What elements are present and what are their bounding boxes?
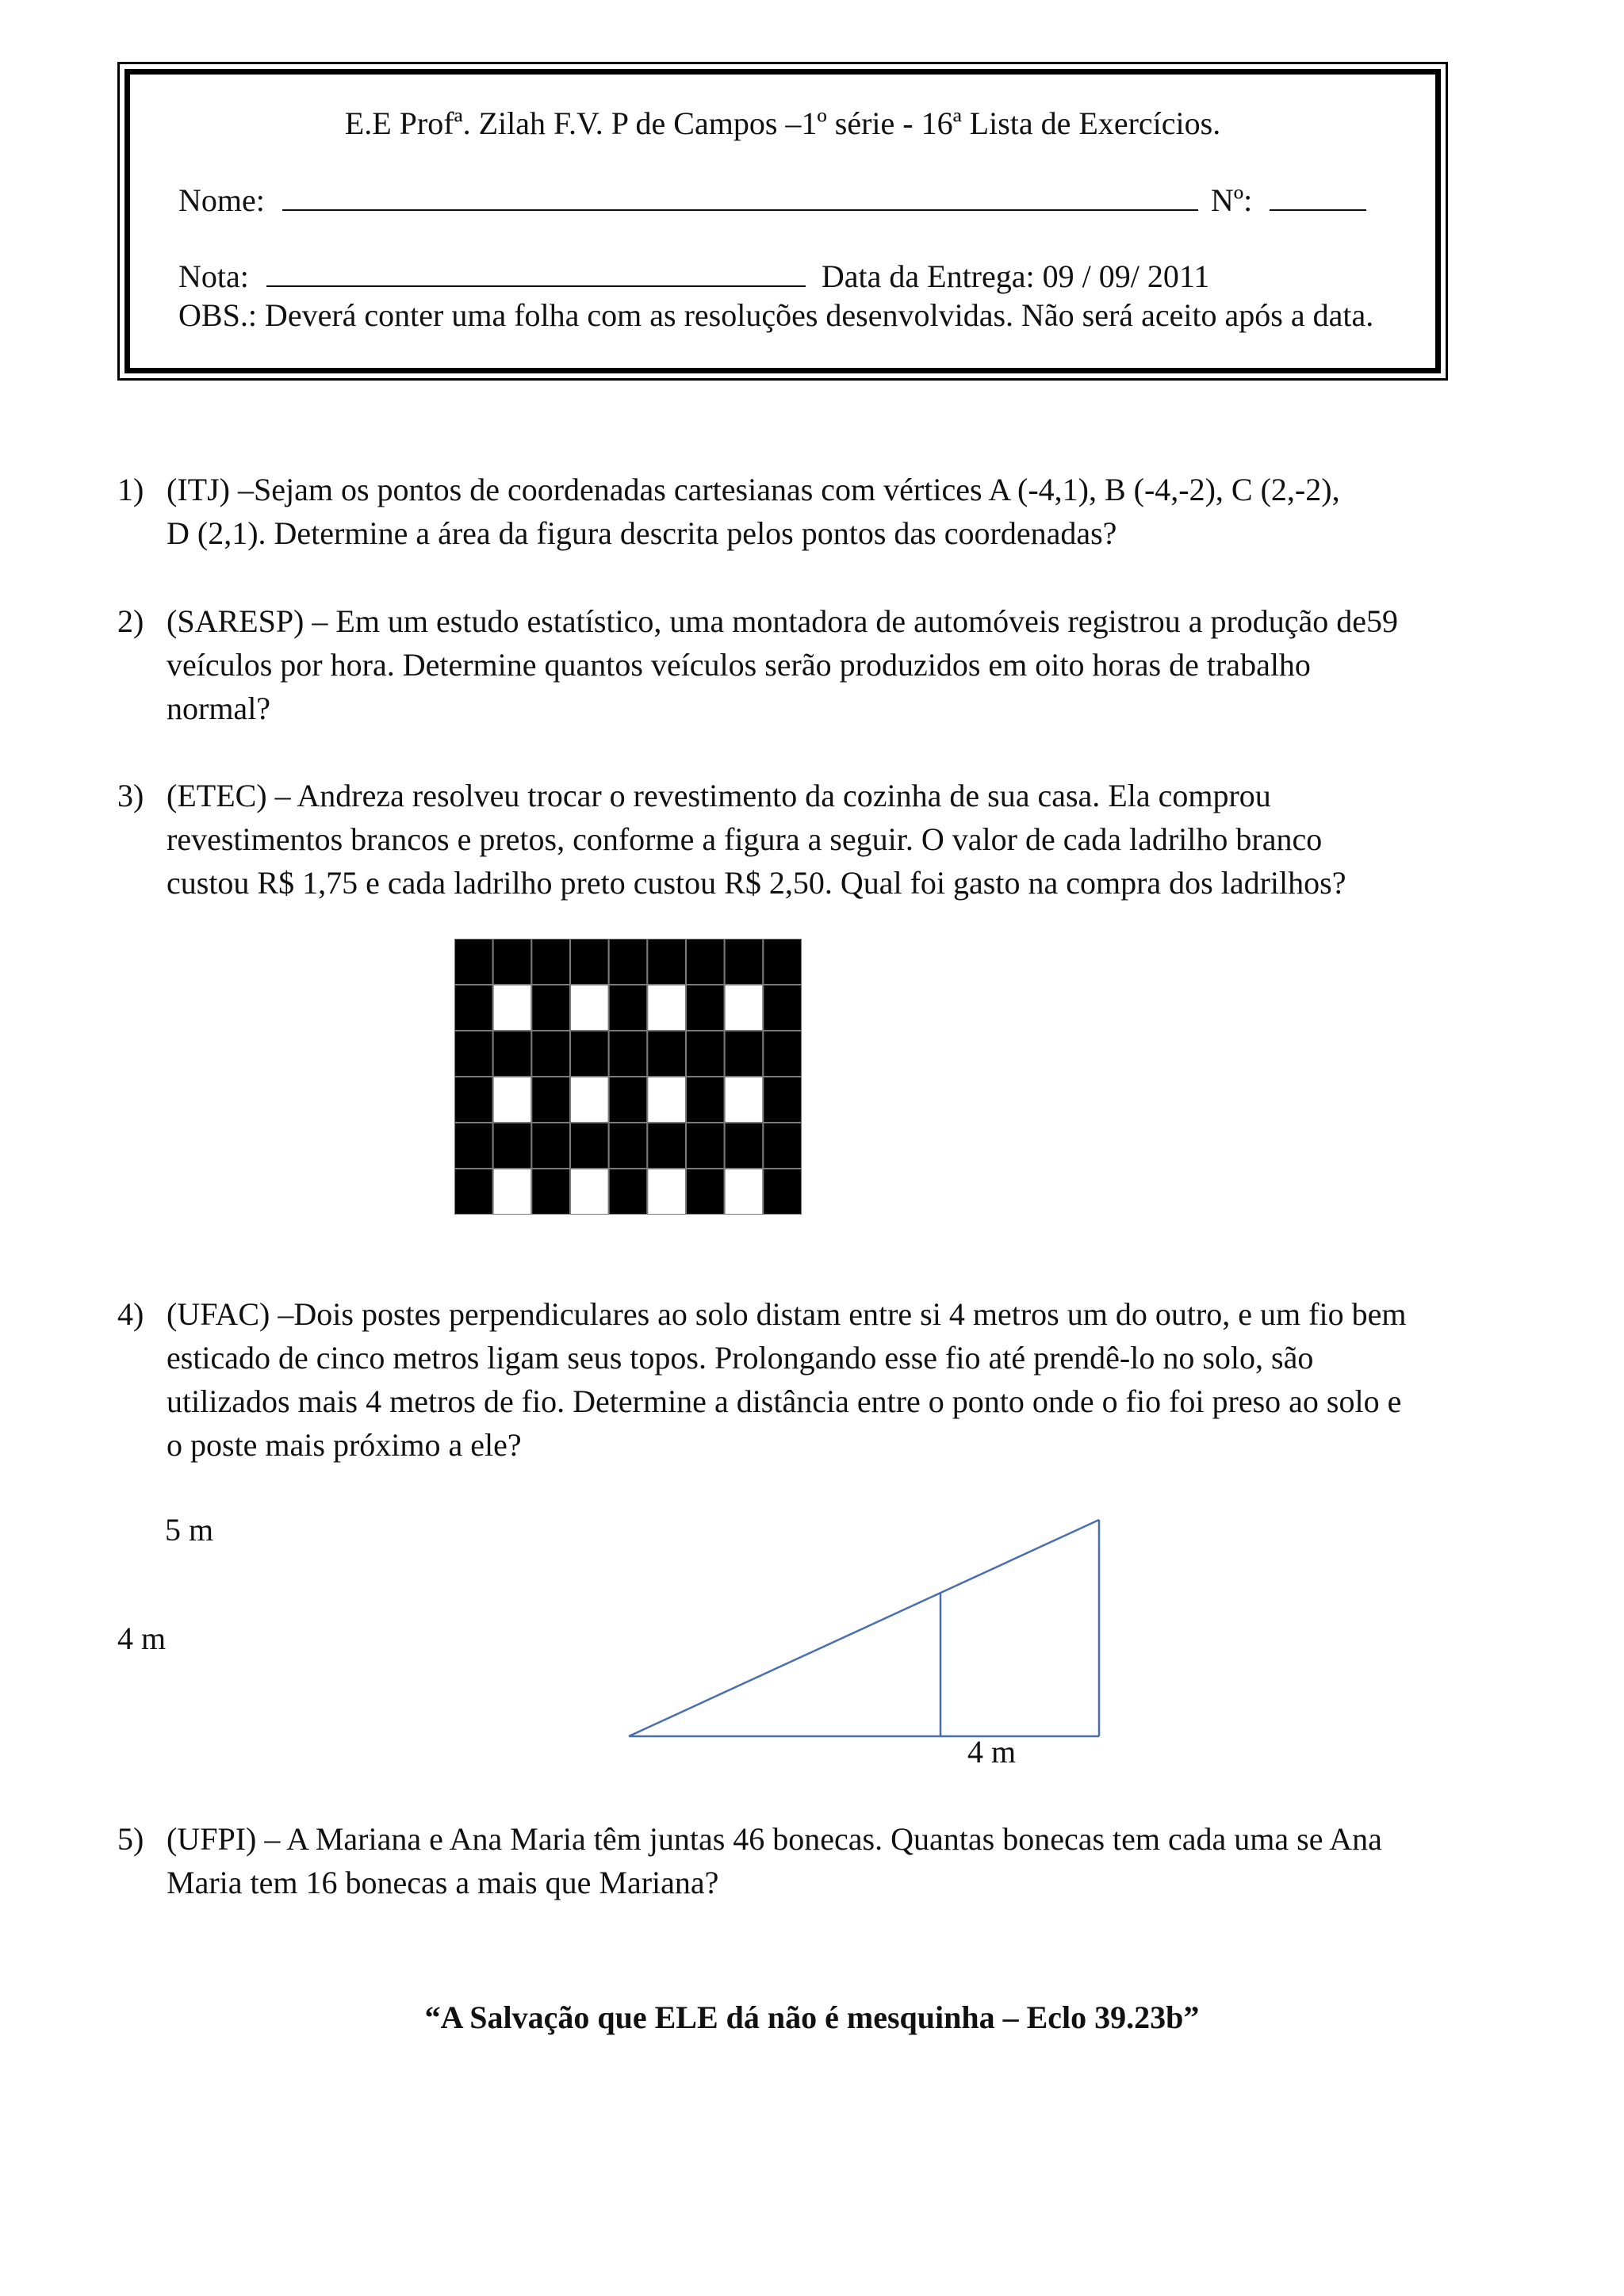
question-line: normal? bbox=[167, 691, 271, 726]
black-tile bbox=[647, 1123, 686, 1169]
black-tile bbox=[531, 939, 570, 985]
white-tile bbox=[570, 1169, 609, 1215]
question-line: (ETEC) – Andreza resolveu trocar o revestimento da cozinha de sua casa. Ela comprou bbox=[167, 778, 1271, 813]
black-tile bbox=[609, 939, 648, 985]
delivery-date: Data da Entrega: 09 / 09/ 2011 bbox=[821, 258, 1210, 294]
black-tile bbox=[725, 1031, 764, 1077]
grade-row bbox=[178, 258, 1209, 296]
black-tile bbox=[454, 1169, 493, 1215]
white-tile bbox=[725, 1077, 764, 1123]
question-line: custou R$ 1,75 e cada ladrilho preto custou R$ 2,50. Qual foi gasto na compra dos ladrilhos? bbox=[167, 865, 1346, 901]
question-line: (UFPI) – A Mariana e Ana Maria têm juntas 46 bonecas. Quantas bonecas tem cada uma se Ana bbox=[167, 1821, 1382, 1857]
question-line: Maria tem 16 bonecas a mais que Mariana? bbox=[167, 1865, 719, 1900]
header-inner-frame bbox=[124, 69, 1441, 373]
white-tile bbox=[725, 1169, 764, 1215]
black-tile bbox=[493, 1031, 532, 1077]
black-tile bbox=[454, 939, 493, 985]
black-tile bbox=[454, 1077, 493, 1123]
question-text bbox=[167, 774, 1465, 905]
black-tile bbox=[609, 1031, 648, 1077]
grade-field[interactable] bbox=[266, 258, 806, 287]
question-line: (ITJ) –Sejam os pontos de coordenadas cartesianas com vértices A (-4,1), B (-4,-2), C (2,-2), bbox=[167, 472, 1340, 507]
question-line: (SARESP) – Em um estudo estatístico, uma montadora de automóveis registrou a produção de59 bbox=[167, 603, 1399, 639]
number-field[interactable] bbox=[1270, 182, 1366, 211]
black-tile bbox=[493, 1123, 532, 1169]
white-tile bbox=[570, 985, 609, 1031]
black-tile bbox=[531, 1077, 570, 1123]
question-number: 2) bbox=[117, 603, 144, 639]
black-tile bbox=[763, 1077, 802, 1123]
name-label: Nome: bbox=[178, 182, 265, 218]
header-box bbox=[117, 62, 1448, 381]
question-line: esticado de cinco metros ligam seus topos. Prolongando esse fio até prendê-lo no solo, são bbox=[167, 1340, 1314, 1376]
question-line: D (2,1). Determine a área da figura descrita pelos pontos das coordenadas? bbox=[167, 515, 1117, 551]
black-tile bbox=[570, 939, 609, 985]
question-line: o poste mais próximo a ele? bbox=[167, 1427, 522, 1463]
base-length-label: 4 m bbox=[967, 1734, 1017, 1770]
black-tile bbox=[647, 1031, 686, 1077]
black-tile bbox=[686, 1123, 725, 1169]
obs-note: OBS.: Deverá conter uma folha com as resoluções desenvolvidas. Não será aceito após a data. bbox=[178, 297, 1374, 333]
black-tile bbox=[725, 939, 764, 985]
question-text bbox=[167, 1292, 1465, 1467]
black-tile bbox=[493, 939, 532, 985]
closing-quote: “A Salvação que ELE dá não é mesquinha – Eclo 39.23b” bbox=[424, 1999, 1200, 2035]
black-tile bbox=[570, 1123, 609, 1169]
grade-label: Nota: bbox=[178, 258, 249, 294]
white-tile bbox=[647, 1077, 686, 1123]
question-4 bbox=[117, 1292, 1465, 1467]
black-tile bbox=[454, 985, 493, 1031]
question-line: (UFAC) –Dois postes perpendiculares ao solo distam entre si 4 metros um do outro, e um fio bem bbox=[167, 1296, 1407, 1332]
name-field[interactable] bbox=[282, 182, 1198, 211]
question-number: 5) bbox=[117, 1821, 144, 1857]
white-tile bbox=[647, 1169, 686, 1215]
black-tile bbox=[763, 985, 802, 1031]
question-line: utilizados mais 4 metros de fio. Determine a distância entre o ponto onde o fio foi preso ao solo e bbox=[167, 1383, 1402, 1419]
question-number: 1) bbox=[117, 472, 144, 507]
white-tile bbox=[493, 985, 532, 1031]
question-5 bbox=[117, 1817, 1465, 1904]
question-text bbox=[167, 599, 1465, 730]
black-tile bbox=[647, 939, 686, 985]
white-tile bbox=[493, 1077, 532, 1123]
pole-height-label: 4 m bbox=[117, 1621, 167, 1656]
black-tile bbox=[763, 1169, 802, 1215]
black-tile bbox=[531, 1031, 570, 1077]
school-title: E.E Profª. Zilah F.V. P de Campos –1º série - 16ª Lista de Exercícios. bbox=[344, 105, 1221, 141]
white-tile bbox=[647, 985, 686, 1031]
question-line: veículos por hora. Determine quantos veículos serão produzidos em oito horas de trabalho bbox=[167, 647, 1311, 683]
white-tile bbox=[493, 1169, 532, 1215]
number-label: Nº: bbox=[1210, 182, 1253, 218]
name-row bbox=[178, 182, 1366, 220]
black-tile bbox=[686, 1031, 725, 1077]
black-tile bbox=[609, 1077, 648, 1123]
black-tile bbox=[609, 1169, 648, 1215]
question-number: 3) bbox=[117, 778, 144, 813]
tile-pattern-svg bbox=[454, 939, 802, 1215]
black-tile bbox=[686, 985, 725, 1031]
wire-line bbox=[629, 1520, 1099, 1736]
black-tile bbox=[531, 1123, 570, 1169]
question-number: 4) bbox=[117, 1296, 144, 1332]
black-tile bbox=[454, 1031, 493, 1077]
tile-pattern-figure bbox=[454, 939, 802, 1215]
black-tile bbox=[763, 1123, 802, 1169]
black-tile bbox=[763, 1031, 802, 1077]
white-tile bbox=[570, 1077, 609, 1123]
poles-diagram-svg bbox=[619, 1510, 1110, 1772]
question-text bbox=[167, 1817, 1465, 1904]
black-tile bbox=[609, 1123, 648, 1169]
white-tile bbox=[725, 985, 764, 1031]
question-1 bbox=[117, 468, 1465, 555]
poles-diagram bbox=[619, 1510, 1110, 1772]
black-tile bbox=[725, 1123, 764, 1169]
question-line: revestimentos brancos e pretos, conforme a figura a seguir. O valor de cada ladrilho branco bbox=[167, 821, 1323, 857]
black-tile bbox=[686, 1169, 725, 1215]
black-tile bbox=[531, 985, 570, 1031]
black-tile bbox=[454, 1123, 493, 1169]
black-tile bbox=[570, 1031, 609, 1077]
question-2 bbox=[117, 599, 1465, 730]
black-tile bbox=[531, 1169, 570, 1215]
black-tile bbox=[686, 1077, 725, 1123]
wire-length-label: 5 m bbox=[165, 1512, 214, 1548]
question-3 bbox=[117, 774, 1465, 905]
black-tile bbox=[609, 985, 648, 1031]
black-tile bbox=[763, 939, 802, 985]
question-text bbox=[167, 468, 1465, 555]
black-tile bbox=[686, 939, 725, 985]
